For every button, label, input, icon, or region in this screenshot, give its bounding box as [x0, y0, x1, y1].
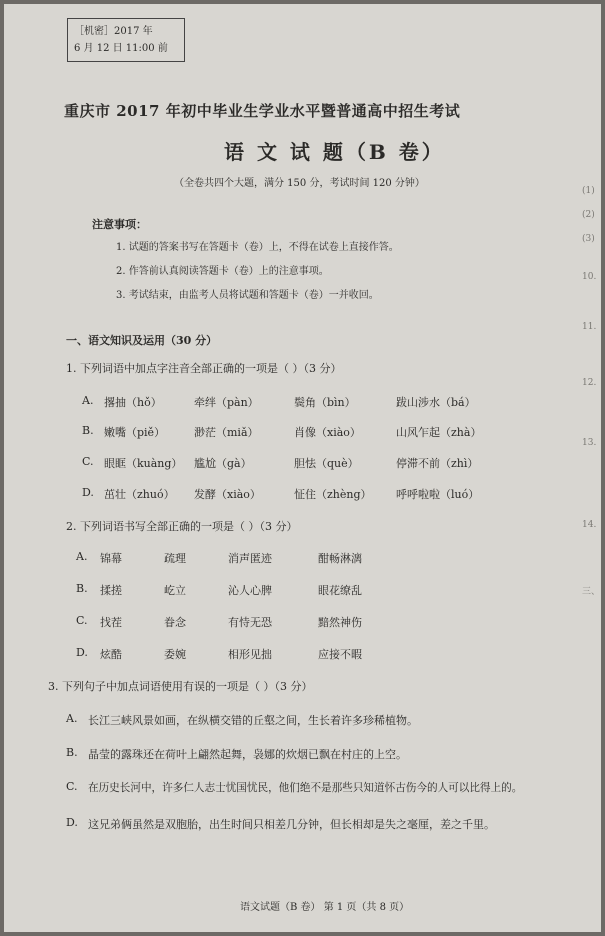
q3-option-c-text: 在历史长河中，许多仁人志士忧国忧民，他们绝不是那些只知道怀古伤今的人可以比得上的。	[88, 782, 523, 794]
q2-option-b-2: 屹立	[164, 584, 186, 597]
q2-option-c-3: 有恃无恐	[228, 616, 272, 629]
q2-option-b-label: B.	[76, 582, 88, 595]
stamp-line-1: ［机密］2017 年	[74, 26, 153, 37]
paper-title: 语 文 试 题（B 卷）	[224, 140, 445, 164]
q2-option-c-label: C.	[76, 614, 88, 627]
q2-option-d-4: 应接不暇	[318, 648, 362, 661]
q2-option-b-4: 眼花缭乱	[318, 584, 362, 597]
q3-option-b-text: 晶莹的露珠还在荷叶上翩然起舞，袅娜的炊烟已飘在村庄的上空。	[88, 748, 407, 761]
q2-option-a-4: 酣畅淋漓	[318, 552, 362, 565]
question-1-stem: 1. 下列词语中加点字注音全部正确的一项是（ ）（3 分）	[66, 362, 342, 375]
bleed-5: 11.	[582, 322, 597, 332]
q1-option-a-4: 跋山涉水（bá）	[396, 396, 476, 409]
q1-option-c-4: 停滞不前（zhì）	[396, 457, 479, 470]
q3-option-a-label: A.	[66, 712, 78, 725]
q1-option-d-2: 发酵（xiào）	[194, 488, 261, 501]
q1-option-b-4: 山风乍起（zhà）	[396, 426, 482, 439]
q1-option-c-3: 胆怯（què）	[294, 457, 359, 470]
exam-title: 重庆市 2017 年初中毕业生学业水平暨普通高中招生考试	[64, 102, 461, 120]
q2-option-c-2: 眷念	[164, 616, 186, 629]
q1-option-b-1: 嫩嘴（piě）	[104, 426, 166, 439]
q2-option-a-1: 锦幕	[100, 552, 122, 565]
q1-option-b-label: B.	[82, 424, 94, 437]
bleed-2: (2)	[582, 210, 595, 220]
q1-option-a-3: 鬓角（bìn）	[294, 396, 356, 409]
bleed-1: (1)	[582, 186, 595, 196]
q2-option-b-1: 揉搓	[100, 584, 122, 597]
section-heading: 一、语文知识及运用（30 分）	[66, 334, 218, 347]
q1-option-a-1: 撂抽（hǒ）	[104, 396, 162, 409]
q1-option-d-3: 怔住（zhèng）	[294, 488, 372, 501]
bleed-6: 12.	[582, 378, 597, 388]
question-3-stem: 3. 下列句子中加点词语使用有误的一项是（ ）（3 分）	[48, 680, 313, 693]
q1-option-c-label: C.	[82, 455, 94, 468]
q2-option-d-3: 相形见拙	[228, 648, 272, 661]
q2-option-d-1: 炫酷	[100, 648, 122, 661]
q1-option-c-2: 尴尬（gà）	[194, 457, 252, 470]
exam-info: （全卷共四个大题，满分 150 分，考试时间 120 分钟）	[174, 178, 425, 189]
bleed-9: 三、	[582, 587, 601, 597]
stamp-line-2: 6 月 12 日 11:00 前	[74, 43, 168, 54]
q1-option-b-2: 渺茫（miǎ）	[194, 426, 259, 439]
q3-option-a-text: 长江三峡风景如画，在纵横交错的丘壑之间，生长着许多珍稀植物。	[88, 714, 418, 727]
q3-option-b-label: B.	[66, 746, 78, 759]
q2-option-a-2: 疏理	[164, 552, 186, 565]
notice-item-3: 3. 考试结束，由监考人员将试题和答题卡（卷）一并收回。	[116, 290, 379, 301]
exam-paper	[4, 4, 601, 932]
question-2-stem: 2. 下列词语书写全部正确的一项是（ ）（3 分）	[66, 520, 298, 533]
q1-option-d-label: D.	[82, 486, 94, 499]
q3-option-d-text: 这兄弟俩虽然是双胞胎，出生时间只相差几分钟，但长相却是失之毫厘，差之千里。	[88, 818, 495, 831]
q1-option-a-label: A.	[82, 394, 94, 407]
q1-option-d-1: 茁壮（zhuó）	[104, 488, 175, 501]
bleed-7: 13.	[582, 438, 597, 448]
notice-heading: 注意事项：	[92, 218, 147, 231]
page-footer: 语文试题（B 卷） 第 1 页（共 8 页）	[240, 902, 410, 913]
q2-option-a-3: 消声匿迹	[228, 552, 272, 565]
confidential-stamp	[67, 18, 185, 62]
notice-item-1: 1. 试题的答案书写在答题卡（卷）上，不得在试卷上直接作答。	[116, 242, 399, 253]
q1-option-d-4: 呼呼啦啦（luó）	[396, 488, 480, 501]
bleed-3: (3)	[582, 234, 595, 244]
q2-option-d-2: 委婉	[164, 648, 186, 661]
notice-item-2: 2. 作答前认真阅读答题卡（卷）上的注意事项。	[116, 266, 329, 277]
bleed-8: 14.	[582, 520, 597, 530]
q3-option-c-label: C.	[66, 780, 78, 793]
q3-option-d-label: D.	[66, 816, 78, 829]
q1-option-a-2: 牵绊（pàn）	[194, 396, 259, 409]
q2-option-b-3: 沁人心脾	[228, 584, 272, 597]
q1-option-c-1: 眼眶（kuàng）	[104, 457, 183, 470]
q2-option-d-label: D.	[76, 646, 88, 659]
bleed-4: 10.	[582, 272, 597, 282]
q2-option-a-label: A.	[76, 550, 88, 563]
q2-option-c-4: 黯然神伤	[318, 616, 362, 629]
q1-option-b-3: 肖像（xiào）	[294, 426, 361, 439]
q2-option-c-1: 找茬	[100, 616, 122, 629]
